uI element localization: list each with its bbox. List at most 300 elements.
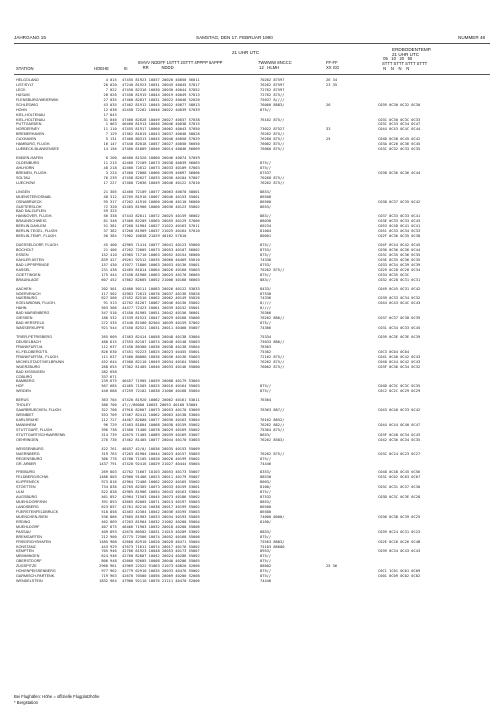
synop-code-group: 47463 81804 10068 20038 40159 55002 — [122, 422, 200, 427]
station-index: 218 — [110, 165, 117, 170]
code-group-78: 86500 — [260, 509, 272, 514]
code-group-78: 875// — [260, 107, 272, 112]
code-group-78: 76366 — [260, 311, 272, 316]
code-group-78: 8//// — [260, 306, 272, 311]
soil-temp-group: C04F 0C44 0C42 0C45 — [378, 243, 421, 248]
soil-temp-group: C037 0C37 0C38 0C39 — [378, 316, 421, 321]
station-name: BOCHOLT — [16, 248, 34, 252]
synop-code-group: 47263 81904 10032 21002 40200 55004 — [122, 519, 200, 524]
soil-temp-group: C03C 0C31 0C37 0C30 — [378, 485, 421, 490]
synop-code-group: 47420 92416 10029 21027 40444 55004 — [122, 461, 200, 466]
synop-code-group: 47460 80000 10036 20030 40136 55003 — [122, 354, 200, 359]
station-height: 719 — [101, 574, 108, 579]
station-index: 688 — [110, 389, 117, 394]
soil-temp-group: C03E 0C33 0C33 0C43 — [378, 219, 421, 224]
station-name: FRANKFURT/M., FLUGH. — [16, 354, 59, 359]
synop-code-group: 42460 72012 10073 20033 40109 57003 — [122, 165, 200, 170]
code-group-78: 80001 — [260, 234, 272, 239]
soil-temp-group: C03C 0C35 0C36 0C35 — [378, 252, 421, 257]
synop-code-group: 47458 81908 10063 20025 40176 56005 — [122, 272, 200, 277]
code-group-78: 76262 875// — [260, 359, 285, 364]
synop-code-group: 47462 81912 10045 20022 40077 58013 — [122, 102, 200, 107]
station-height: 314 — [101, 432, 108, 437]
station-index: 948 — [110, 559, 117, 564]
code-group-78: 875// — [260, 389, 272, 394]
station-index: 020 — [110, 82, 117, 87]
station-index: 535 — [110, 321, 117, 326]
station-name: KAHLER ASTEN — [16, 257, 44, 262]
station-name: BREMERHAVEN — [16, 132, 45, 137]
code-group-78: 75033 886// — [260, 339, 285, 344]
station-height: 627 — [101, 296, 108, 301]
synop-code-group: 47450 82521 10031 20011 40468 55007 — [122, 326, 200, 331]
table-row — [14, 438, 492, 443]
station-index: 381 — [110, 224, 117, 229]
station-index: 506 — [110, 296, 117, 301]
code-group-78: 76062 875// — [260, 142, 285, 147]
synop-code-group: 44467 82000 10077 20030 40163 53004 — [122, 418, 200, 422]
station-index: 962 — [110, 569, 117, 574]
synop-code-group: 47451 92223 10025 20023 40455 55001 — [122, 349, 200, 354]
synop-code-group: 47262 72005 10073 20053 40107 56002 — [122, 248, 200, 252]
synop-code-group: 47458 82027 10033 20036 40104 57007 — [122, 175, 200, 180]
station-index: 791 — [110, 461, 117, 466]
station-name: SAARBRUECKEN, FLUGH. — [16, 408, 63, 413]
code-group-78: 75334 — [260, 335, 272, 339]
synop-code-group: 46466 71903 10032 20010 40200 55006 — [122, 524, 200, 529]
station-height: 91 — [103, 301, 108, 306]
soil-temp-group: C02F 0C36 0C35 0C38 — [378, 234, 421, 239]
station-index: 427 — [110, 257, 117, 262]
station-name: MANNHEIM — [16, 422, 37, 427]
station-index: 043 — [110, 112, 117, 117]
soil-temp-group: C03C 0C30 0C3C 0C33 — [378, 117, 421, 122]
code-group-78: 8653/ — [260, 432, 272, 437]
code-group-78: 8853/ — [260, 189, 272, 194]
station-height: 56 — [103, 214, 108, 219]
soil-temp-group: C03D 0C3C 0C3E 0C28 — [378, 495, 421, 500]
synop-code-group: 47450 81905 10051 20042 40156 56001 — [122, 311, 200, 316]
synop-code-group: 42775 72506 10074 20052 40160 55006 — [122, 534, 200, 539]
station-name: ZUGSPITZE — [16, 564, 37, 569]
station-height: 276 — [101, 437, 108, 442]
station-name: KARLSRUHE — [16, 418, 39, 422]
station-index: 763 — [110, 451, 117, 456]
station-index: 853 — [110, 500, 117, 505]
soil-temp-group: C029 0C28 0C28 0C34 — [378, 267, 421, 272]
code-group-78: 76262 882// — [260, 422, 285, 427]
station-name: BAMBERG — [16, 379, 35, 384]
station-index: 200 — [110, 156, 117, 161]
station-name: MUEHLDORF — [16, 524, 40, 529]
station-index: 671 — [110, 374, 117, 379]
station-height: 0 — [105, 156, 108, 161]
station-index: 869 — [110, 519, 117, 524]
station-index: 129 — [110, 132, 117, 137]
code-group-78: 72162 875// — [260, 354, 285, 359]
col-group1: IIIHVV NDDFF 1STTT 2STTT 4PPPP 5APPP RR NDDD — [138, 60, 223, 70]
station-height: 157 — [101, 262, 108, 267]
synop-code-group: 47440 81500 82504 10039 40159 57002 — [122, 321, 200, 326]
synop-code-group: 42458 72202 10046 20022 40039 57039 — [122, 107, 200, 112]
station-index: 761 — [110, 446, 117, 451]
station-height: 239 — [101, 379, 108, 384]
station-name: GARMISCH-PARTENK. — [16, 574, 56, 579]
synop-code-group: 47460 72008 10066 20039 40097 56006 — [122, 170, 200, 175]
synop-code-group: 46457 42/0/ 10036 20035 40153 55009 — [122, 446, 200, 451]
station-name: MUEHLDORF/INN — [16, 500, 47, 505]
station-height: 1 — [105, 122, 108, 127]
synop-code-group: 42660 82910 10020 20020 40471 55004 — [122, 539, 200, 544]
code-group-78: 8853/ — [260, 500, 272, 505]
code-group-78: 875// — [260, 574, 272, 579]
station-name: AACHEN — [16, 286, 32, 291]
station-height: 272 — [101, 321, 108, 326]
wind-gust-group: 33 — [326, 127, 331, 132]
station-name: NUERNBERG — [16, 451, 40, 456]
station-name: FRIEDRICHSHAFEN — [16, 539, 52, 544]
station-height: 186 — [101, 316, 108, 321]
code-group-78: 76162 875// — [260, 117, 285, 122]
soil-temp-group: C034 0C35 0C3C — [378, 272, 410, 277]
station-name: MICHELSTADT/VIELBRUNN — [16, 359, 64, 364]
station-height: 31 — [103, 117, 108, 122]
station-name: AUGSBURG — [16, 495, 38, 500]
synop-code-group: 47462 81815 10043 20037 40046 58028 — [122, 132, 200, 137]
station-height: 452 — [101, 359, 108, 364]
station-name: SOLTAU — [16, 175, 31, 180]
station-name: LIST/SYLT — [16, 82, 34, 87]
code-group-78: 76262 8583/ — [260, 437, 285, 442]
station-name: KIEL-HOLTENAU — [16, 112, 46, 117]
station-height: 3 — [105, 170, 108, 175]
soil-temp-group: C042 0C36 0C34 0C35 — [378, 437, 421, 442]
soil-temp-group: C043 0C40 0C33 0C42 — [378, 408, 421, 413]
station-height: 839 — [101, 257, 108, 262]
soil-temp-group: C03E 0C35 0C36 0C35 — [378, 257, 421, 262]
station-height: 81 — [103, 219, 108, 224]
station-name: MUENSTER/OSNAB. — [16, 194, 52, 199]
station-index: 739 — [110, 432, 117, 437]
station-name: WASSERKUPPE — [16, 326, 45, 331]
station-name: HOHN — [16, 107, 27, 112]
station-index: 026 — [110, 92, 117, 97]
footnote-airports: Bei Flughäfen: Höhe = offizielle Flugplatzhöhe — [14, 694, 100, 699]
station-index: 544 — [110, 326, 117, 331]
station-index: 338 — [110, 214, 117, 219]
station-index: 708 — [110, 408, 117, 413]
station-index: 685 — [110, 384, 117, 389]
synop-code-group: 47460 82209 10065 20055 40129 57006 — [122, 219, 200, 224]
code-group-78: 74336 — [260, 296, 272, 301]
station-index: 348 — [110, 219, 117, 224]
station-name: GR. ARBER — [16, 461, 37, 466]
station-index: 110 — [110, 127, 117, 132]
station-height: 337 — [101, 374, 108, 379]
station-index: 513 — [110, 301, 117, 306]
code-group-78: 875// — [260, 456, 272, 461]
station-index: 836 — [110, 485, 117, 490]
synop-code-group: 49261 92512 10035 20060 40469 55010 — [122, 257, 200, 262]
station-name: TRIER-PETRISBERG — [16, 335, 53, 339]
station-name: NUERBURG — [16, 296, 38, 301]
station-index: 866 — [110, 514, 117, 519]
code-group-78: 74446 — [260, 579, 272, 584]
soil-temp-group: C049 0C45 0C31 0C42 — [378, 286, 421, 291]
station-height: 826 — [101, 349, 108, 354]
station-height: 7 — [105, 132, 108, 137]
soil-temp-group: C039 0C30 0C32 0C30 — [378, 102, 421, 107]
station-height: 1832 — [99, 579, 108, 584]
station-height: 11 — [103, 127, 108, 132]
synop-code-group: 42465 81906 10060 20036 40123 55002 — [122, 204, 200, 209]
code-group-78: 88002 — [260, 564, 272, 569]
col-hoehe: HOEHE — [94, 66, 109, 71]
station-name: STUTTGART/SCHNARRENB. — [16, 432, 66, 437]
header-rule — [14, 43, 490, 44]
station-name: BAD KISSINGEN — [16, 369, 45, 374]
synop-code-group: 42765 82305 10073 20033 40159 53001 — [122, 485, 200, 490]
station-name: BAD HERSFELD — [16, 321, 45, 326]
station-name: WEISSENBURG — [16, 446, 44, 451]
synop-code-group: 42965 71710 10063 20052 40154 56000 — [122, 252, 200, 257]
synop-code-group: 47450 82316 10030 20030 40044 57052 — [122, 87, 200, 92]
station-height: 202 — [101, 286, 108, 291]
station-name: ULM — [16, 490, 24, 495]
station-name: LINGEN — [16, 189, 30, 194]
code-group-78: 86500 — [260, 199, 272, 204]
station-index: 430 — [110, 262, 117, 267]
station-height: 231 — [101, 267, 108, 272]
soil-temp-group: C036 0C36 0C36 0C44 — [378, 248, 421, 252]
station-index: 312 — [110, 194, 117, 199]
station-index: 063 — [110, 122, 117, 127]
station-height: 50 — [103, 234, 108, 239]
code-group-78: 883// — [260, 214, 272, 219]
soil-temp-group: C03A 0C26 0C36 0C45 — [378, 142, 421, 147]
soil-temp-group: C04D 0C3C 0C3C 0C35 — [378, 384, 421, 389]
station-height: 440 — [101, 389, 108, 394]
code-group-78: 8953/ — [260, 549, 272, 554]
soil-temp-group: C001 0C09 0C02 0C02 — [378, 574, 421, 579]
synop-code-group: 47467 82412 10062 20063 40138 53004 — [122, 413, 200, 418]
code-group-78: 76364 — [260, 398, 272, 403]
station-height: 1486 — [99, 475, 108, 480]
volume-label: JAHRGANG 15 — [14, 35, 46, 40]
synop-code-group: 47460 80313 10045 20040 40050 57029 — [122, 137, 200, 142]
soil-temp-group: C051 0C33 0C34 0C33 — [378, 229, 421, 234]
code-group-78: 70260 875// — [260, 175, 285, 180]
column-rule — [14, 74, 490, 75]
station-table — [14, 78, 492, 588]
table-row — [14, 234, 492, 239]
station-index: 637 — [110, 344, 117, 349]
code-group-78: 875// — [260, 534, 272, 539]
station-index: 946 — [110, 554, 117, 559]
synop-code-group: 42670 70500 10056 20069 40200 52008 — [122, 574, 200, 579]
table-row — [14, 147, 492, 152]
synop-code-group: 46460 81520 10060 20046 40074 57059 — [122, 156, 200, 161]
station-height: 152 — [101, 252, 108, 257]
station-height: 503 — [101, 306, 108, 311]
soil-temp-group: C04D 0C38 0C45 0C42 — [378, 137, 421, 142]
soil-temp-group: C03C 0C24 0C23 0C27 — [378, 451, 421, 456]
synop-code-group: 47458 81915 10044 20019 40049 57013 — [122, 92, 200, 97]
synop-code-group: 42965 71414 10077 20041 40123 55060 — [122, 243, 200, 248]
station-index: 444 — [110, 272, 117, 277]
code-group-78: 60234 — [260, 224, 272, 229]
station-name: WEINBIET — [16, 413, 34, 418]
synop-code-group: 47260 81909 10037 21025 40164 57010 — [122, 229, 200, 234]
station-name: HAMBURG, FLUGH. — [16, 142, 51, 147]
station-name: HUSUM — [16, 92, 30, 97]
wind-gust-group: 26 — [326, 102, 331, 107]
station-index: 227 — [110, 180, 117, 185]
synop-code-group: 71902 10038 21029 40162 57010 — [122, 234, 187, 239]
code-group-78: 76262 875// — [260, 267, 285, 272]
station-height: 48 — [103, 194, 108, 199]
table-row — [14, 278, 492, 283]
synop-code-group: 42766 81923 10048 20053 40173 55007 — [122, 549, 200, 554]
code-group-78: 74366 — [260, 326, 272, 331]
station-name: STOETTEN — [16, 485, 36, 490]
station-height: 1485 — [99, 539, 108, 544]
station-index: 857 — [110, 505, 117, 509]
soil-temp-group: C036 0C38 0C39 0C25 — [378, 514, 421, 519]
synop-code-group: 47440 82018 10057 20027 40050 56050 — [122, 142, 200, 147]
station-name: HAHN — [16, 306, 27, 311]
code-group-78: 76262 875// — [260, 451, 285, 456]
code-group-78: 875// — [260, 559, 272, 564]
row-group-gap — [14, 584, 492, 588]
station-index: 736 — [110, 437, 117, 442]
soil-temp-label: ERDBODENTEMP. — [392, 47, 432, 52]
code-group-78: 76062 875// — [260, 364, 285, 369]
code-group-78: 8100/ — [260, 519, 272, 524]
station-height: 4 — [105, 78, 108, 82]
code-group-78: 73022 87527 — [260, 127, 285, 132]
station-index: 776 — [110, 456, 117, 461]
station-height: 921 — [101, 326, 108, 331]
station-name: BRAUNSCHWEIG — [16, 219, 47, 224]
synop-code-group: 42964 72406 10062 20022 40165 55002 — [122, 480, 200, 485]
station-height: 17 — [103, 180, 108, 185]
soil-temp-group: C039 0C24 0C31 0C23 — [378, 529, 421, 534]
station-height: 363 — [101, 398, 108, 403]
code-group-78: 76060 875// — [260, 147, 285, 152]
time-label: 21 UHR UTC — [232, 50, 260, 55]
station-name: FRANKFURT-M. — [16, 344, 44, 349]
code-group-78: 74336 — [260, 257, 272, 262]
issue-number: NUMMER 48 — [458, 35, 486, 40]
soil-temp-group: C044 0C44 0C40 0C47 — [378, 422, 421, 427]
station-index: 803 — [110, 475, 117, 480]
synop-code-group: 42460 72109 10073 20038 40039 56003 — [122, 161, 200, 165]
station-height: 396 — [101, 427, 108, 432]
synop-code-group: 47460 81809 10046 20014 40046 56009 — [122, 147, 200, 152]
station-name: CUXHAVEN — [16, 137, 37, 142]
station-name: MEMMINGEN — [16, 554, 40, 559]
station-height: 96 — [103, 422, 108, 427]
station-name: BERUS — [16, 398, 29, 403]
station-name: GOETTINGEN — [16, 272, 41, 277]
station-index: 438 — [110, 267, 117, 272]
station-height: 567 — [101, 384, 108, 389]
code-group-78: 875// — [260, 161, 272, 165]
station-index: 156 — [110, 147, 117, 152]
station-height: 461 — [101, 495, 108, 500]
synop-code-group: 47460 82028 10049 20027 40037 57038 — [122, 117, 200, 122]
station-index: 609 — [110, 335, 117, 339]
station-name: HOHENPEISSENBERG — [16, 569, 56, 574]
station-height: 391 — [101, 500, 108, 505]
station-name: OSNABRUECK — [16, 199, 42, 204]
station-name: KONSTANZ — [16, 544, 36, 549]
station-height: 72 — [103, 204, 108, 209]
synop-code-group: 47077 71806 10063 20053 40136 55001 — [122, 262, 200, 267]
station-name: LUEBECK-BLANKENSEE — [16, 147, 60, 152]
station-height: 14 — [103, 147, 108, 152]
code-group-78: 75563 8883/ — [260, 539, 285, 544]
station-height: 51 — [103, 224, 108, 229]
synop-code-group: 42779 62910 10035 20033 40470 55002 — [122, 569, 200, 574]
soil-temp-group: C038 0C37 0C35 0C42 — [378, 199, 421, 204]
station-name: LECK — [16, 87, 26, 92]
station-height: 11 — [103, 161, 108, 165]
station-name: LUECHOW — [16, 180, 35, 185]
station-index: 022 — [110, 87, 117, 92]
station-name: KEMPTEN — [16, 549, 34, 554]
soil-temp-group: C038 0C36 0C36 0C44 — [378, 170, 421, 175]
station-index: 382 — [110, 229, 117, 234]
station-name: HELGOLAND — [16, 78, 39, 82]
soil-temp-group: C031 0C02 0C03 0C07 — [378, 475, 421, 480]
station-index: 655 — [110, 364, 117, 369]
station-index: 506 — [110, 306, 117, 311]
station-height: 12 — [103, 107, 108, 112]
station-height: 2960 — [99, 564, 108, 569]
station-name: BAD LIPPSPRINGE — [16, 262, 50, 267]
station-height: 45 — [103, 243, 108, 248]
station-index: 215 — [110, 161, 117, 165]
code-group-78: 75037 8//// — [260, 97, 285, 102]
station-index: 709 — [110, 413, 117, 418]
station-name: NORDERNEY — [16, 127, 40, 132]
station-name: BREMGARTEN — [16, 534, 42, 539]
soil-temp-group: C037 0C33 0C33 0C41 — [378, 214, 421, 219]
code-group-78: 74000 8000/ — [260, 514, 285, 519]
station-name: WEIDEN — [16, 389, 31, 394]
station-name: DEUSELBACH — [16, 339, 42, 344]
station-height: 319 — [101, 451, 108, 456]
code-group-78: 875// — [260, 165, 272, 170]
station-index: 852 — [110, 495, 117, 500]
synop-code-group: 47673 71611 10074 20017 40176 55002 — [122, 544, 200, 549]
table-row — [14, 181, 492, 186]
synop-code-group: 42761 82210 10038 20017 40199 55002 — [122, 505, 200, 509]
synop-code-group: 42760 82007 10042 20024 40206 55002 — [122, 554, 200, 559]
station-name: ERDING — [16, 519, 31, 524]
station-index: 325 — [110, 209, 117, 214]
station-name: KLIPPENECK — [16, 480, 40, 485]
station-name: MUENCHEN-RIEM — [16, 514, 48, 519]
soil-temp-group: C0C1 1C01 0C01 0C09 — [378, 569, 421, 574]
station-height: 422 — [101, 446, 108, 451]
report-date: SAMSTAG, DEN 17. FEBRUAR 1990 — [196, 35, 273, 40]
station-index: 963 — [110, 574, 117, 579]
station-index: 704 — [110, 398, 117, 403]
synop-code-group: 47263 81904 10044 20023 40157 55003 — [122, 451, 200, 456]
